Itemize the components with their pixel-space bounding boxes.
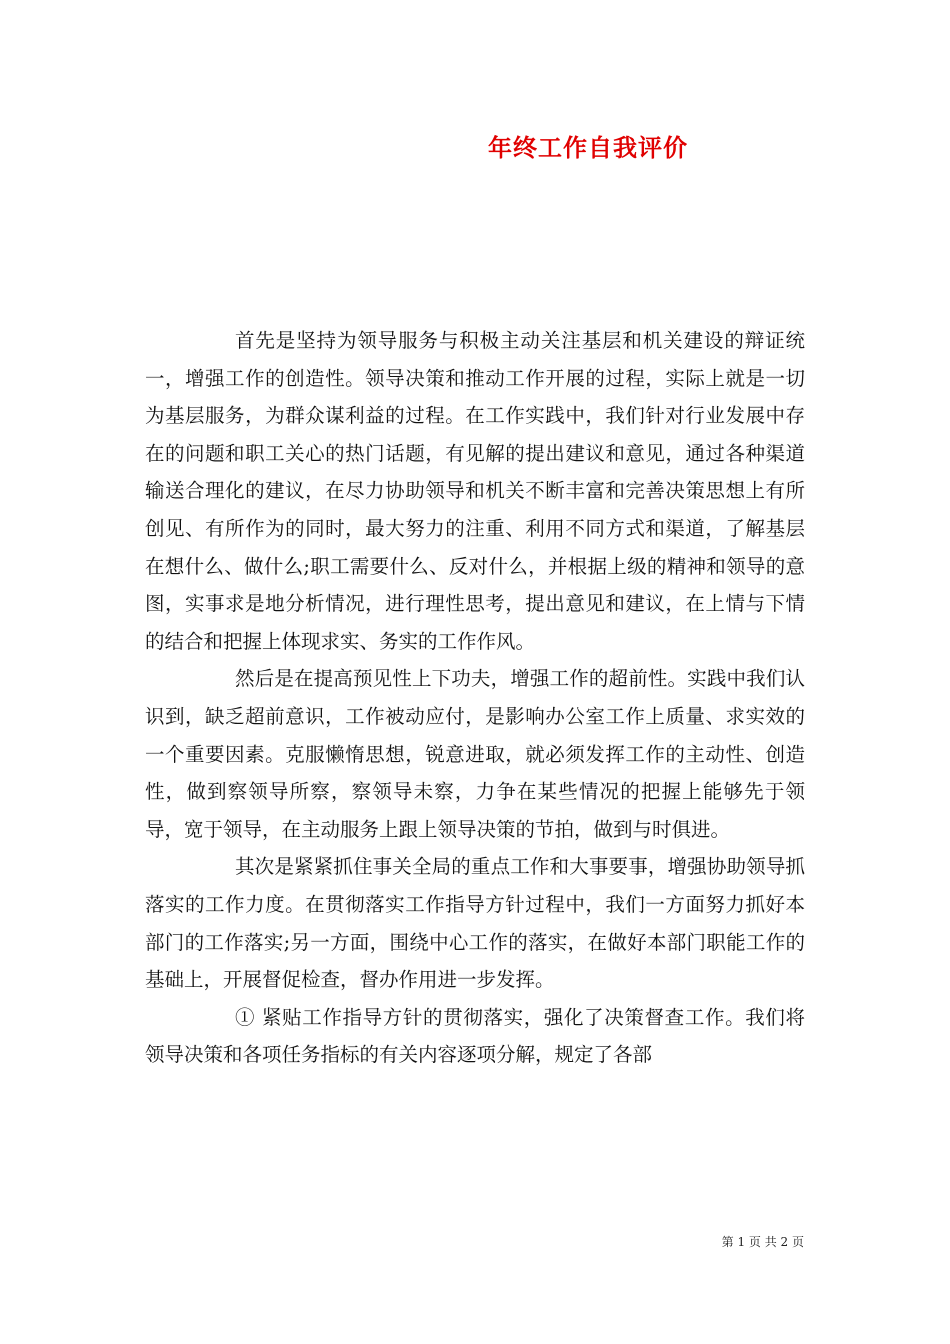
paragraph-4: ① 紧贴工作指导方针的贯彻落实，强化了决策督查工作。我们将领导决策和各项任务指标的有关内容逐项分解，规定了各部	[145, 1005, 805, 1067]
paragraph-1: 首先是坚持为领导服务与积极主动关注基层和机关建设的辩证统一，增强工作的创造性。领导决策和推动工作开展的过程，实际上就是一切为基层服务，为群众谋利益的过程。在工作实践中，我们针对行业发展中存在的问题和职工关心的热门话题，有见解的提出建议和意见，通过各种渠道输送合理化的建议，在尽力协助领导和机关不断丰富和完善决策思想上有所创见、有所作为的同时，最大努力的注重、利用不同方式和渠道，了解基层在想什么、做什么;职工需要什么、反对什么，并根据上级的精神和领导的意图，实事求是地分析情况，进行理性思考，提出意见和建议，在上情与下情的结合和把握上体现求实、务实的工作作风。	[145, 329, 805, 653]
document-body	[145, 322, 805, 1074]
paragraph-2: 然后是在提高预见性上下功夫，增强工作的超前性。实践中我们认识到，缺乏超前意识，工作被动应付，是影响办公室工作上质量、求实效的一个重要因素。克服懒惰思想，锐意进取，就必须发挥工作的主动性、创造性，做到察领导所察，察领导未察，力争在某些情况的把握上能够先于领导，宽于领导，在主动服务上跟上领导决策的节拍，做到与时俱进。	[145, 667, 805, 841]
paragraph-3: 其次是紧紧抓住事关全局的重点工作和大事要事，增强协助领导抓落实的工作力度。在贯彻落实工作指导方针过程中，我们一方面努力抓好本部门的工作落实;另一方面，围绕中心工作的落实，在做好本部门职能工作的基础上，开展督促检查，督办作用进一步发挥。	[145, 855, 805, 992]
page-footer: 第 1 页 共 2 页	[721, 1235, 804, 1249]
document-title: 年终工作自我评价	[488, 133, 688, 162]
